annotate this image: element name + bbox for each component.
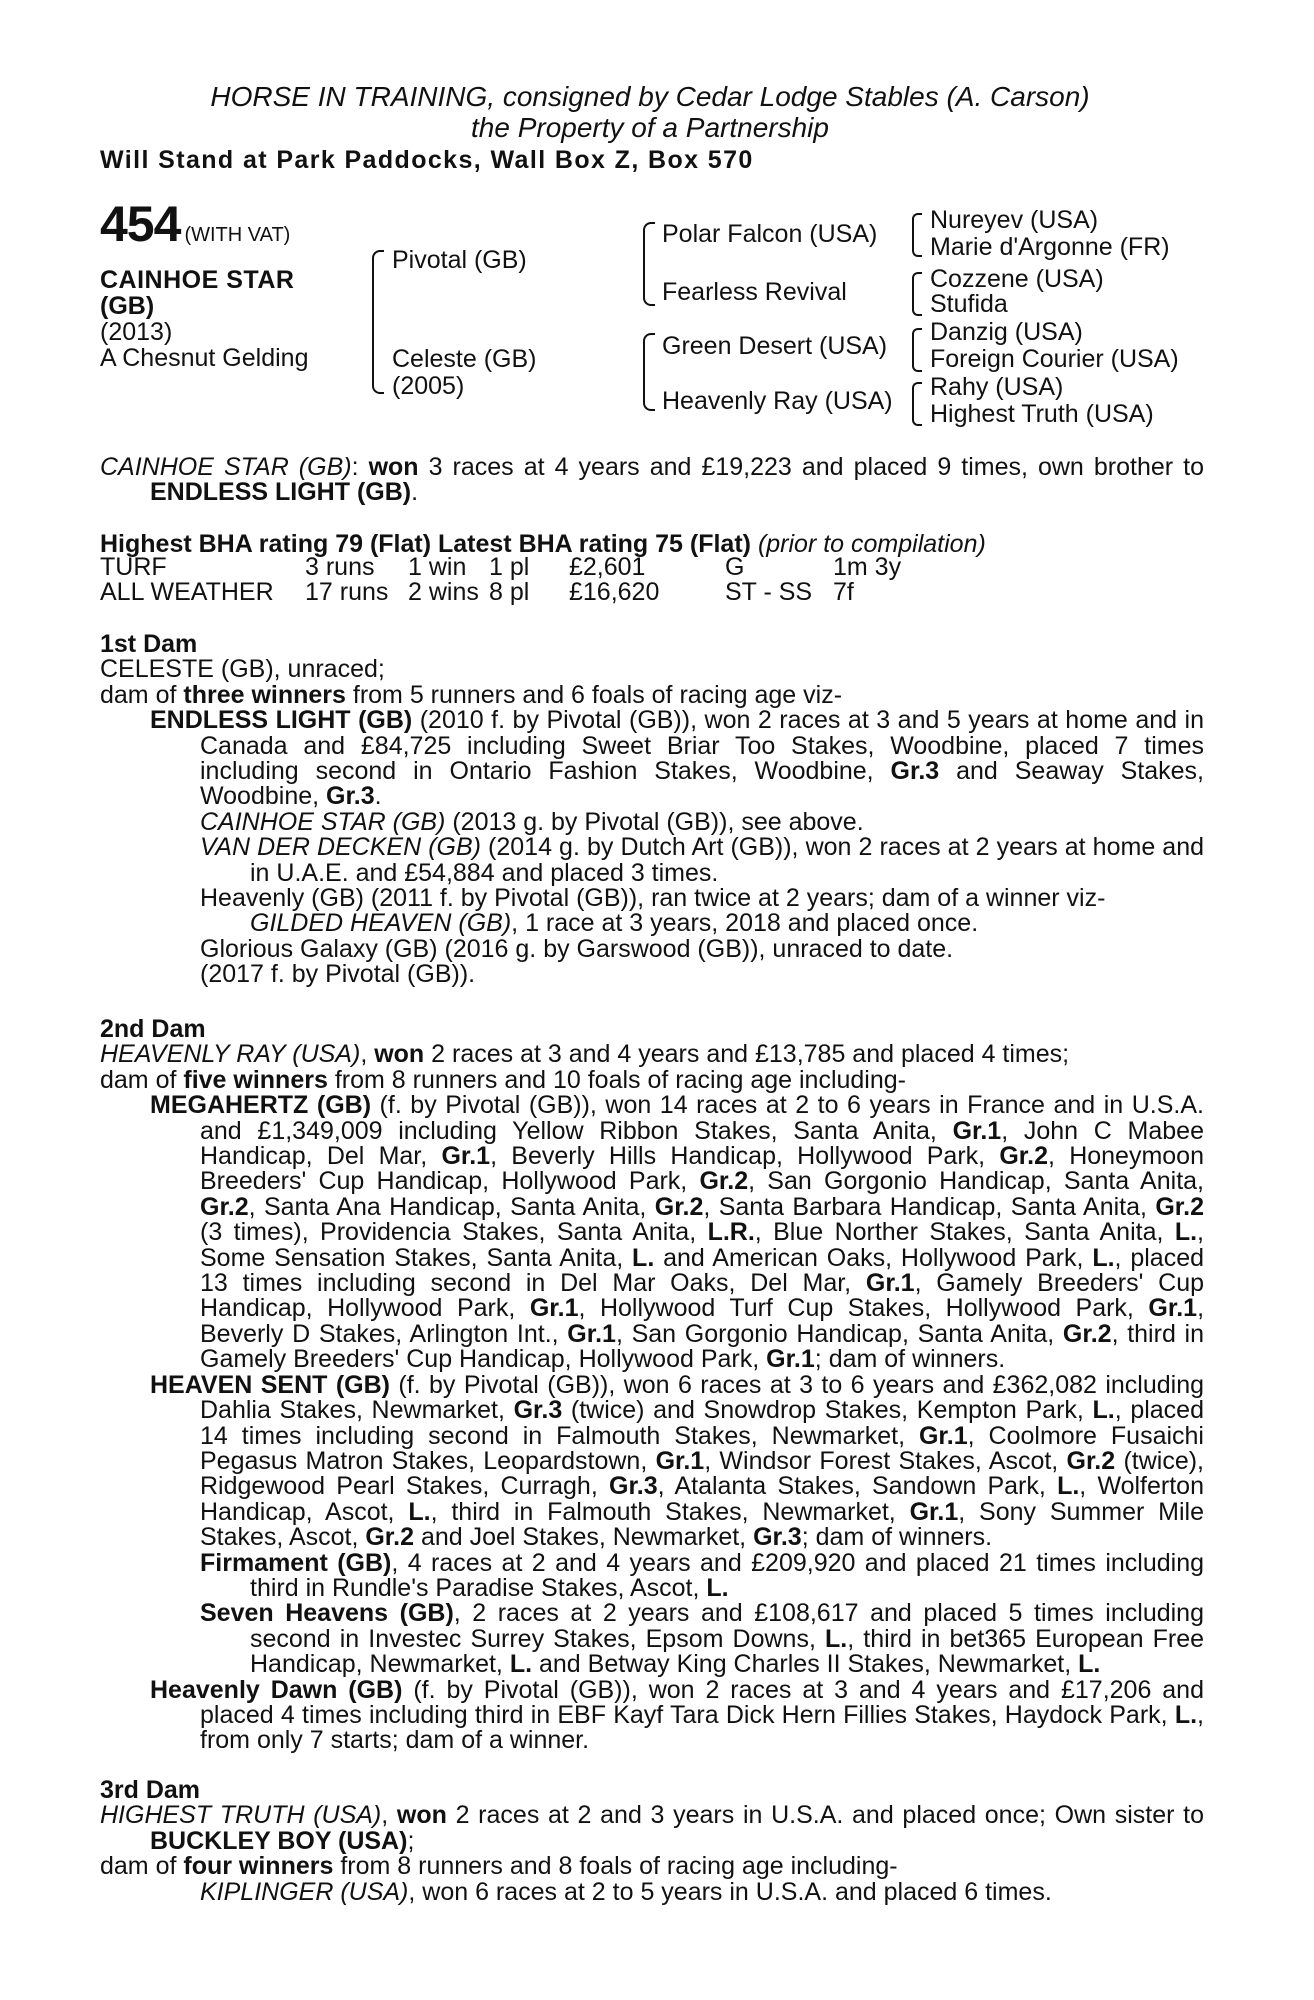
- race-record-row: [100, 580, 901, 605]
- progeny-text: , Santa Ana Handicap, Santa Anita,: [248, 1192, 655, 1221]
- rating-note: (prior to compilation): [757, 530, 986, 558]
- progeny-text: , 1 race at 3 years, 2018 and placed once.: [511, 909, 979, 938]
- progeny-text: , Windsor Forest Stakes, Ascot,: [704, 1446, 1067, 1475]
- pedigree-ss: Polar Falcon (USA): [662, 220, 878, 248]
- progeny-text: and Joel Stakes, Newmarket,: [414, 1523, 754, 1552]
- grade: Gr.2: [654, 1192, 704, 1221]
- grade: L.: [1078, 1650, 1101, 1679]
- progeny-text: and Seaway Stakes, Woodbine,: [200, 757, 1204, 811]
- progeny-text: , Atalanta Stakes, Sandown Park,: [657, 1472, 1058, 1501]
- progeny-text: and Betway King Charles II Stakes, Newmarket,: [532, 1650, 1079, 1679]
- progeny-name: Heavenly Dawn (GB): [150, 1675, 403, 1704]
- own-sister-to: BUCKLEY BOY (USA): [150, 1826, 408, 1855]
- grade: Gr.1: [567, 1319, 616, 1348]
- progeny-name: CAINHOE STAR (GB): [200, 807, 446, 836]
- dam-of-prefix: dam of: [100, 1065, 184, 1094]
- pedigree-sss: Nureyev (USA): [930, 206, 1099, 234]
- progeny-gilded-heaven: [100, 911, 1204, 936]
- race-record-row: [100, 555, 901, 580]
- dam-of-suffix: from 5 runners and 6 foals of racing age viz-: [345, 680, 843, 709]
- grade: Gr.2: [200, 1192, 249, 1221]
- pedigree-sd: Fearless Revival: [662, 278, 847, 306]
- dam-of-suffix: from 8 runners and 10 foals of racing age including-: [327, 1065, 906, 1094]
- grade: Gr.1: [909, 1497, 959, 1526]
- pedigree-ssd: Marie d'Argonne (FR): [930, 233, 1170, 261]
- progeny-name: KIPLINGER (USA): [200, 1877, 409, 1906]
- pedigree-dam-year: (2005): [392, 372, 465, 400]
- grade: Gr.1: [865, 1269, 915, 1298]
- grade: L.: [706, 1573, 729, 1602]
- second-dam-name: HEAVENLY RAY (USA): [100, 1040, 361, 1069]
- progeny-cainhoe-star: [100, 807, 1204, 836]
- grade: Gr.2: [1066, 1446, 1116, 1475]
- progeny-text: (twice), Ridgewood Pearl Stakes, Curragh,: [200, 1446, 1204, 1501]
- progeny-name: Firmament (GB): [200, 1548, 392, 1577]
- pedigree-dam: Celeste (GB): [392, 345, 537, 373]
- consignor-line: HORSE IN TRAINING, consigned by Cedar Lodge Stables (A. Carson): [210, 81, 1090, 112]
- pedigree-dsd: Foreign Courier (USA): [930, 345, 1179, 373]
- progeny-text: , third in bet365 European Free Handicap, Newmarket,: [250, 1624, 1204, 1679]
- prize-money: £2,601: [569, 553, 646, 581]
- grade: L.: [1174, 1218, 1198, 1247]
- progeny-kiplinger: [100, 1877, 1204, 1906]
- race-record-table: [100, 555, 901, 606]
- grade: Gr.2: [1155, 1192, 1204, 1221]
- foaling-year: (2013): [100, 318, 173, 346]
- progeny-text: , from only 7 starts; dam of a winner.: [200, 1700, 1204, 1755]
- progeny-name: VAN DER DECKEN (GB): [200, 833, 481, 862]
- dam-of-suffix: from 8 runners and 8 foals of racing age including-: [333, 1852, 898, 1881]
- horse-description: A Chesnut Gelding: [100, 344, 309, 372]
- surface: TURF: [100, 553, 167, 581]
- grade: L.: [825, 1624, 848, 1653]
- progeny-name: HEAVEN SENT (GB): [150, 1370, 390, 1399]
- grade: L.: [509, 1650, 533, 1679]
- race-summary: CAINHOE STAR (GB): won 3 races at 4 years and £19,223 and placed 9 times, own brother to ENDLESS LIGHT (GB).: [100, 453, 1204, 507]
- progeny-text: (3 times), Providencia Stakes, Santa Anita,: [200, 1218, 708, 1247]
- grade: L.R.: [707, 1218, 755, 1247]
- grade: L.: [632, 1243, 655, 1272]
- progeny-megahertz: [100, 1093, 1204, 1372]
- progeny-text: , Gamely Breeders' Cup Handicap, Hollywood Park,: [200, 1269, 1204, 1323]
- progeny-text: (f. by Pivotal (GB)), won 6 races at 3 to 6 years and £362,082 including Dahlia Stakes, Newmarket,: [200, 1370, 1204, 1425]
- summary-won: won: [368, 453, 419, 481]
- wins: 1 win: [408, 553, 467, 581]
- pedigree-sds: Cozzene (USA): [930, 265, 1104, 293]
- progeny-text: , Santa Barbara Handicap, Santa Anita,: [703, 1192, 1156, 1221]
- pedigree-bracket-2a: [643, 222, 655, 306]
- distance: 7f: [833, 578, 854, 607]
- progeny-endless-light: [100, 708, 1204, 810]
- stand-location: Will Stand at Park Paddocks, Wall Box Z, Box 570: [100, 146, 754, 174]
- runs: 17 runs: [305, 578, 389, 607]
- progeny-text: (f. by Pivotal (GB)), won 14 races at 2 to 6 years in France and in U.S.A. and £1,349,009 including Yellow Ribbon Stakes, Santa Anita,: [200, 1091, 1204, 1145]
- progeny-text: , John C Mabee Handicap, Del Mar,: [200, 1116, 1204, 1171]
- progeny-text: ; dam of winners.: [814, 1345, 1006, 1374]
- won-label: won: [374, 1040, 425, 1069]
- progeny-text: ; dam of winners.: [801, 1523, 993, 1552]
- pedigree-ddd: Highest Truth (USA): [930, 400, 1154, 428]
- progeny-seven-heavens: [100, 1601, 1204, 1677]
- pedigree-ds: Green Desert (USA): [662, 332, 888, 360]
- progeny-van-der-decken: [100, 835, 1204, 886]
- dam-of-prefix: dam of: [100, 1852, 184, 1881]
- placed: 1 pl: [489, 553, 530, 581]
- progeny-heavenly: Heavenly (GB) (2011 f. by Pivotal (GB)), ran twice at 2 years; dam of a winner viz-: [200, 884, 1106, 913]
- progeny-text: , won 6 races at 2 to 5 years in U.S.A. and placed 6 times.: [408, 1877, 1052, 1906]
- progeny-name: GILDED HEAVEN (GB): [250, 909, 512, 938]
- pedigree-dss: Danzig (USA): [930, 318, 1083, 346]
- winners-count: five winners: [183, 1065, 328, 1094]
- grade: Gr.3: [609, 1472, 658, 1501]
- lot-number: 454: [100, 196, 181, 252]
- grade: Gr.1: [952, 1116, 1002, 1145]
- progeny-text: , 4 races at 2 and 4 years and £209,920 and placed 21 times including third in Rundle's Paradise Stakes, Ascot,: [250, 1548, 1204, 1602]
- progeny-text: (twice) and Snowdrop Stakes, Kempton Park,: [562, 1396, 1093, 1425]
- progeny-text: (2010 f. by Pivotal (GB)), won 2 races at 3 and 5 years at home and in Canada and £84,725 including Sweet Briar Too Stakes, Woodbine, placed 7 times including second in Ontario Fashion Stakes, Woodbine,: [200, 706, 1204, 786]
- progeny-text: (2014 g. by Dutch Art (GB)), won 2 races at 2 years at home and in U.A.E. and £54,884 and placed 3 times.: [250, 833, 1204, 887]
- grade: L.: [1174, 1700, 1198, 1729]
- grade: Gr.3: [513, 1396, 563, 1425]
- dam-of-prefix: dam of: [100, 680, 184, 709]
- pedigree-sdd: Stufida: [930, 290, 1008, 318]
- progeny-text: (f. by Pivotal (GB)), won 2 races at 3 and 4 years and £17,206 and placed 4 times including third in EBF Kayf Tara Dick Hern Fillies Stakes, Haydock Park,: [200, 1675, 1204, 1729]
- second-dam-record: 2 races at 3 and 4 years and £13,785 and placed 4 times;: [424, 1040, 1070, 1069]
- grade: Gr.1: [1148, 1294, 1198, 1323]
- prize-money: £16,620: [569, 578, 660, 607]
- grade: L.: [1092, 1243, 1115, 1272]
- summary-horse-name: CAINHOE STAR (GB): [100, 453, 352, 481]
- grade: L.: [1057, 1472, 1080, 1501]
- progeny-text: , Honeymoon Breeders' Cup Handicap, Hollywood Park,: [200, 1142, 1204, 1196]
- grade: Gr.3: [753, 1523, 802, 1552]
- grade: Gr.1: [655, 1446, 705, 1475]
- property-line: the Property of a Partnership: [471, 112, 829, 143]
- progeny-firmament: [100, 1548, 1204, 1602]
- first-dam-name: CELESTE (GB), unraced;: [100, 655, 385, 684]
- progeny-name: Seven Heavens (GB): [200, 1599, 454, 1628]
- grade: Gr.3: [326, 782, 375, 811]
- going: G: [725, 553, 745, 581]
- grade: Gr.1: [441, 1142, 491, 1171]
- progeny-2017-filly: (2017 f. by Pivotal (GB)).: [200, 960, 476, 989]
- first-dam-section: [100, 632, 1204, 988]
- vat-note: (WITH VAT): [184, 224, 291, 246]
- summary-text: 3 races at 4 years and £19,223 and placed 9 times, own brother to: [418, 453, 1204, 481]
- grade: Gr.1: [529, 1294, 579, 1323]
- progeny-name: MEGAHERTZ (GB): [150, 1091, 372, 1120]
- won-label: won: [396, 1801, 447, 1830]
- punctuation: ;: [407, 1826, 415, 1855]
- bha-rating: Highest BHA rating 79 (Flat) Latest BHA rating 75 (Flat): [100, 530, 751, 558]
- pedigree-bracket-1: [372, 250, 384, 394]
- progeny-text: , placed 14 times including second in Falmouth Stakes, Newmarket,: [200, 1396, 1204, 1450]
- progeny-text: , San Gorgonio Handicap, Santa Anita,: [615, 1319, 1063, 1348]
- lot-number-row: [100, 196, 291, 252]
- runs: 3 runs: [305, 553, 375, 581]
- progeny-heaven-sent: [100, 1370, 1204, 1552]
- going: ST - SS: [725, 578, 813, 607]
- progeny-text: , Blue Norther Stakes, Santa Anita,: [754, 1218, 1175, 1247]
- distance: 1m 3y: [833, 553, 902, 581]
- pedigree-bracket-3b: [912, 272, 922, 316]
- placed: 8 pl: [489, 578, 530, 607]
- third-dam-record: 2 races at 2 and 3 years in U.S.A. and placed once; Own sister to: [446, 1801, 1204, 1830]
- wins: 2 wins: [408, 578, 479, 607]
- progeny-text: , third in Falmouth Stakes, Newmarket,: [430, 1497, 910, 1526]
- progeny-text: , Beverly D Stakes, Arlington Int.,: [200, 1294, 1205, 1348]
- grade: Gr.2: [1062, 1319, 1112, 1348]
- grade: L.: [1092, 1396, 1115, 1425]
- pedigree-dd: Heavenly Ray (USA): [662, 387, 893, 415]
- pedigree-bracket-3a: [912, 213, 922, 257]
- progeny-text: (2013 g. by Pivotal (GB)), see above.: [445, 807, 864, 836]
- summary-brother: ENDLESS LIGHT (GB): [150, 478, 412, 507]
- pedigree-bracket-3d: [912, 382, 922, 426]
- progeny-name: ENDLESS LIGHT (GB): [150, 706, 413, 735]
- winners-count: four winners: [183, 1852, 334, 1881]
- progeny-text: , Beverly Hills Handicap, Hollywood Park,: [490, 1142, 1000, 1171]
- progeny-text: .: [374, 782, 382, 811]
- grade: Gr.1: [766, 1345, 815, 1374]
- winners-count: three winners: [183, 680, 346, 709]
- first-dam-heading: 1st Dam: [100, 630, 198, 658]
- horse-country: (GB): [100, 292, 155, 320]
- progeny-text: , 2 races at 2 years and £108,617 and placed 5 times including second in Investec Surrey Stakes, Epsom Downs,: [250, 1599, 1204, 1653]
- progeny-text: , San Gorgonio Handicap, Santa Anita,: [748, 1167, 1204, 1196]
- horse-name: CAINHOE STAR: [100, 266, 295, 294]
- grade: Gr.2: [999, 1142, 1048, 1171]
- grade: Gr.1: [918, 1421, 968, 1450]
- progeny-text: , Some Sensation Stakes, Santa Anita,: [200, 1218, 1204, 1272]
- grade: L.: [408, 1497, 431, 1526]
- progeny-text: , Sony Summer Mile Stakes, Ascot,: [200, 1497, 1204, 1552]
- progeny-text: , third in Gamely Breeders' Cup Handicap, Hollywood Park,: [200, 1319, 1205, 1374]
- second-dam-heading: 2nd Dam: [100, 1015, 206, 1043]
- second-dam-section: 2nd Dam HEAVENLY RAY (USA), won 2 races at 3 and 4 years and £13,785 and placed 4 times; dam of five winners from 8 runners and 10 foals of racing age including- MEGAHERTZ (GB) (f. by Pivotal (GB)), won 14 races at 2 to 6 years in France and in U.S.A. and £1,349,009 including Yellow Ribbon Stakes, Santa Anita, Gr.1, John C Mabee Handicap, Del Mar, Gr.1, Beverly Hills Handicap, Hollywood Park, Gr.2, Honeymoon Breeders' Cup Handicap, Hollywood Park, Gr.2, San Gorgonio Handicap, Santa Anita, Gr.2, Santa Ana Handicap, Santa Anita, Gr.2, Santa Barbara Handicap, Santa Anita, Gr.2 (3 times), Providencia Stakes, Santa Anita, L.R., Blue Norther Stakes, Santa Anita, L., Some Sensation Stakes, Santa Anita, L. and American Oaks, Hollywood Park, L., placed 13 times including second in Del Mar Oaks, Del Mar, Gr.1, Gamely Breeders' Cup Handicap, Hollywood Park, Gr.1, Hollywood Turf Cup Stakes, Hollywood Park, Gr.1, Beverly D Stakes, Arlington Int., Gr.1, San Gorgonio Handicap, Santa Anita, Gr.2, third in Gamely Breeders' Cup Handicap, Hollywood Park, Gr.1; dam of winners. HEAVEN SENT (GB) (f. by Pivotal (GB)), won 6 races at 3 to 6 years and £362,082 including Dahlia Stakes, Newmarket, Gr.3 (twice) and Snowdrop Stakes, Kempton Park, L., placed 14 times including second in Falmouth Stakes, Newmarket, Gr.1, Coolmore Fusaichi Pegasus Matron Stakes, Leopardstown, Gr.1, Windsor Forest Stakes, Ascot, Gr.2 (twice), Ridgewood Pearl Stakes, Curragh, Gr.3, Atalanta Stakes, Sandown Park, L., Wolferton Handicap, Ascot, L., third in Falmouth Stakes, Newmarket, Gr.1, Sony Summer Mile Stakes, Ascot, Gr.2 and Joel Stakes, Newmarket, Gr.3; dam of winners. Firmament (GB), 4 races at 2 and 4 years and £209,920 and placed 21 times including third in Rundle's Paradise Stakes, Ascot, L. Seven Heavens (GB), 2 races at 2 years and £108,617 and placed 5 times including second in Investec Surrey Stakes, Epsom Downs, L., third in bet365 European Free Handicap, Newmarket, L. and Betway King Charles II Stakes, Newmarket, L. Heavenly Dawn (GB) (f. by Pivotal (GB)), won 2 races at 3 and 4 years and £17,206 and placed 4 times including third in EBF Kayf Tara Dick Hern Fillies Stakes, Haydock Park, L., from only 7 starts; dam of a winner.: [100, 1015, 1205, 1755]
- pedigree-dds: Rahy (USA): [930, 373, 1064, 401]
- grade: Gr.2: [699, 1167, 749, 1196]
- grade: Gr.3: [890, 757, 940, 786]
- third-dam-name: HIGHEST TRUTH (USA): [100, 1801, 382, 1830]
- progeny-text: , Wolferton Handicap, Ascot,: [200, 1472, 1204, 1526]
- surface: ALL WEATHER: [100, 578, 274, 607]
- third-dam-heading: 3rd Dam: [100, 1776, 201, 1804]
- progeny-glorious-galaxy: Glorious Galaxy (GB) (2016 g. by Garswood (GB)), unraced to date.: [200, 934, 954, 963]
- progeny-text: , placed 13 times including second in Del Mar Oaks, Del Mar,: [200, 1243, 1205, 1298]
- grade: Gr.2: [365, 1523, 415, 1552]
- progeny-text: , Hollywood Turf Cup Stakes, Hollywood Park,: [578, 1294, 1149, 1323]
- third-dam-section: 3rd Dam HIGHEST TRUTH (USA), won 2 races at 2 and 3 years in U.S.A. and placed once; Own sister to BUCKLEY BOY (USA); dam of four winners from 8 runners and 8 foals of racing age including- KIPLINGER (USA), won 6 races at 2 to 5 years in U.S.A. and placed 6 times.: [100, 1776, 1204, 1906]
- progeny-text: and American Oaks, Hollywood Park,: [654, 1243, 1093, 1272]
- pedigree-sire: Pivotal (GB): [392, 246, 527, 274]
- progeny-heavenly-dawn: [100, 1675, 1204, 1755]
- progeny-text: , Coolmore Fusaichi Pegasus Matron Stakes, Leopardstown,: [200, 1421, 1204, 1475]
- pedigree-bracket-3c: [912, 328, 922, 372]
- pedigree-bracket-2b: [643, 333, 655, 411]
